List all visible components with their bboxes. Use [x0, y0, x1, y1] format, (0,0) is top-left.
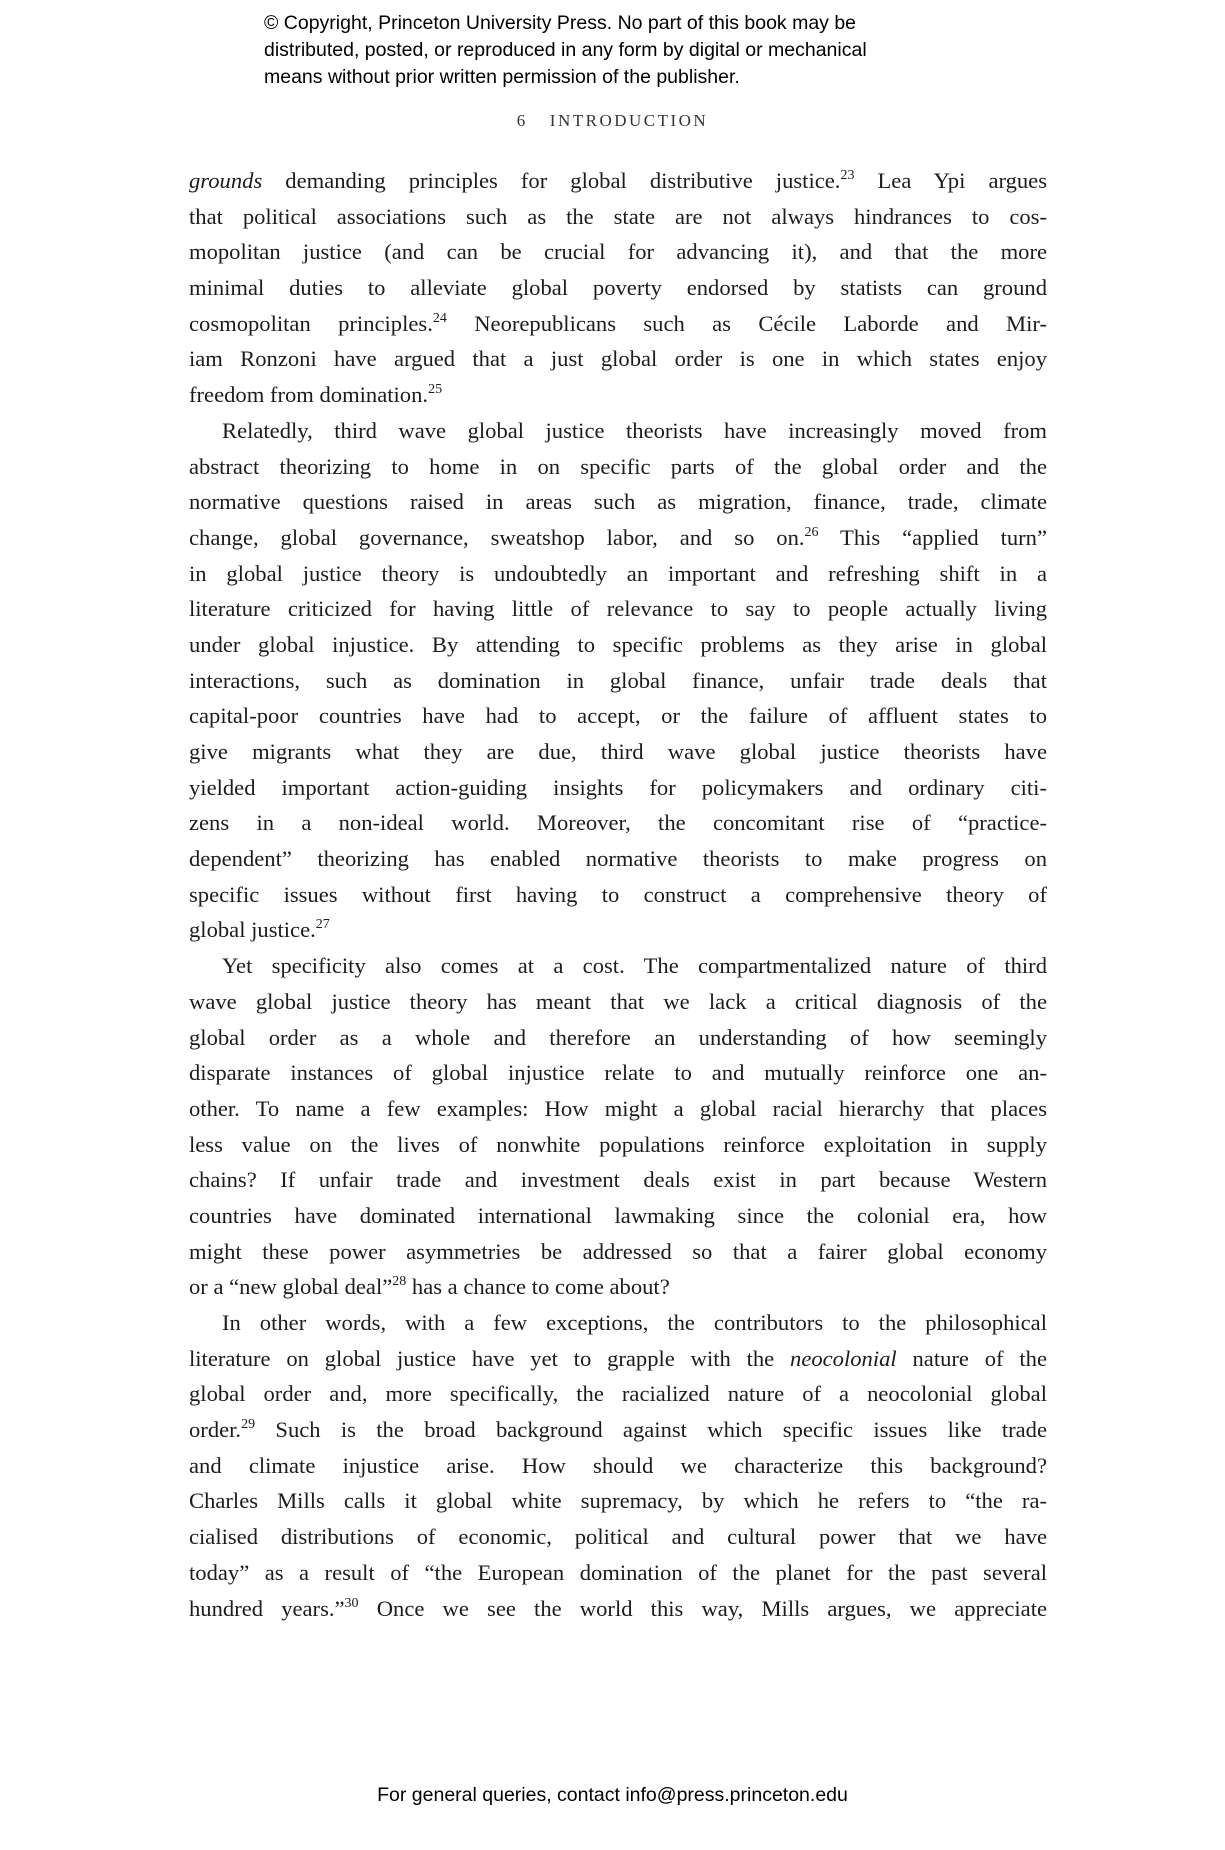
text-line [189, 163, 1047, 199]
text-segment: Such is the broad background against which specific issues like trade [255, 1417, 1047, 1443]
text-segment: literature on global justice have yet to grapple with the [189, 1345, 791, 1371]
text-segment: countries have dominated international lawmaking since the colonial era, how [189, 1202, 1047, 1228]
text-line [189, 449, 1047, 485]
text-line [189, 1519, 1047, 1555]
text-line [189, 734, 1047, 770]
text-line [189, 984, 1047, 1020]
text-line [189, 1412, 1047, 1448]
text-segment: might these power asymmetries be addressed so that a fairer global economy [189, 1238, 1047, 1264]
running-head [0, 111, 1225, 131]
text-segment: has a chance to come about? [406, 1274, 670, 1300]
text-line [189, 1055, 1047, 1091]
text-segment: and climate injustice arise. How should we characterize this background? [189, 1452, 1047, 1478]
copyright-line: means without prior written permission of the publisher. [264, 66, 740, 88]
footnote-ref: 30 [344, 1595, 359, 1611]
text-segment: disparate instances of global injustice relate to and mutually reinforce one an- [189, 1060, 1047, 1086]
footnote-ref: 28 [392, 1274, 407, 1290]
text-segment: zens in a non-ideal world. Moreover, the concomitant rise of “practice- [189, 810, 1047, 836]
text-line [189, 1483, 1047, 1519]
text-segment: interactions, such as domination in global finance, unfair trade deals that [189, 667, 1047, 693]
text-segment: chains? If unfair trade and investment deals exist in part because Western [189, 1167, 1047, 1193]
text-line [189, 805, 1047, 841]
text-line [189, 234, 1047, 270]
text-segment: capital-poor countries have had to accept, or the failure of affluent states to [189, 703, 1047, 729]
text-segment: minimal duties to alleviate global poverty endorsed by statists can ground [189, 275, 1047, 301]
text-line [189, 306, 1047, 342]
text-line [189, 413, 1047, 449]
text-segment: This “applied turn” [818, 524, 1047, 550]
text-segment: Once we see the world this way, Mills argues, we appreciate [358, 1595, 1048, 1621]
text-line [189, 341, 1047, 377]
text-line [189, 520, 1047, 556]
text-segment: demanding principles for global distributive justice. [262, 168, 841, 193]
text-segment: dependent” theorizing has enabled normative theorists to make progress on [189, 846, 1047, 872]
text-segment: cialised distributions of economic, political and cultural power that we have [189, 1524, 1047, 1550]
text-line [189, 591, 1047, 627]
footnote-ref: 29 [241, 1417, 256, 1433]
copyright-line: © Copyright, Princeton University Press. No part of this book may be [264, 12, 857, 34]
footnote-ref: 24 [432, 310, 447, 326]
text-line [189, 1020, 1047, 1056]
text-line [189, 1555, 1047, 1591]
text-segment: under global injustice. By attending to specific problems as they arise in global [189, 631, 1047, 657]
text-segment: iam Ronzoni have argued that a just global order is one in which states enjoy [189, 346, 1047, 372]
text-segment: literature criticized for having little of relevance to say to people actually living [189, 596, 1047, 622]
text-line [189, 948, 1047, 984]
text-line [189, 1162, 1047, 1198]
body-text [189, 163, 1047, 1626]
text-segment: nature of the [896, 1345, 1047, 1371]
text-line [189, 1269, 1047, 1305]
text-line [189, 1198, 1047, 1234]
text-line [189, 270, 1047, 306]
text-segment: cosmopolitan principles. [189, 310, 433, 336]
text-line [189, 1091, 1047, 1127]
footnote-ref: 27 [315, 917, 330, 933]
text-segment: today” as a result of “the European domination of the planet for the past several [189, 1559, 1047, 1585]
chapter-title: INTRODUCTION [549, 111, 709, 130]
italic-text: grounds [189, 168, 263, 193]
text-segment: global order and, more specifically, the racialized nature of a neocolonial global [189, 1381, 1047, 1407]
footnote-ref: 26 [804, 524, 819, 540]
text-line [189, 484, 1047, 520]
italic-text: neocolonial [790, 1345, 897, 1371]
text-line [189, 1448, 1047, 1484]
text-line [189, 698, 1047, 734]
text-line [189, 663, 1047, 699]
text-segment: Neorepublicans such as Cécile Laborde and Mir- [446, 310, 1048, 336]
text-segment: in global justice theory is undoubtedly an important and refreshing shift in a [189, 560, 1047, 586]
text-segment: yielded important action-guiding insights for policymakers and ordinary citi- [189, 774, 1047, 800]
footnote-ref: 23 [840, 168, 855, 183]
text-line [189, 877, 1047, 913]
text-segment: other. To name a few examples: How might a global racial hierarchy that places [189, 1095, 1047, 1121]
text-segment: change, global governance, sweatshop labor, and so on. [189, 524, 805, 550]
text-segment: order. [189, 1417, 242, 1443]
text-segment: give migrants what they are due, third wave global justice theorists have [189, 739, 1047, 764]
text-line [189, 1305, 1047, 1341]
text-segment: or a “new global deal” [189, 1274, 393, 1300]
text-segment: global justice. [189, 917, 316, 943]
text-line [189, 1591, 1047, 1627]
text-segment: Relatedly, third wave global justice theorists have increasingly moved from [222, 417, 1047, 443]
text-segment: normative questions raised in areas such as migration, finance, trade, climate [189, 489, 1047, 515]
text-segment: freedom from domination. [189, 382, 429, 408]
text-line [189, 841, 1047, 877]
text-segment: that political associations such as the state are not always hindrances to cos- [189, 203, 1047, 229]
text-line [189, 199, 1047, 235]
text-line [189, 627, 1047, 663]
text-line [189, 377, 1047, 413]
text-segment: mopolitan justice (and can be crucial for advancing it), and that the more [189, 239, 1047, 265]
text-segment: hundred years.” [189, 1595, 345, 1621]
text-segment: Lea Ypi argues [854, 168, 1048, 193]
text-line [189, 1127, 1047, 1163]
text-segment: abstract theorizing to home in on specific parts of the global order and the [189, 453, 1047, 479]
text-segment: global order as a whole and therefore an understanding of how seemingly [189, 1024, 1047, 1050]
footnote-ref: 25 [428, 382, 443, 398]
text-segment: Charles Mills calls it global white supremacy, by which he refers to “the ra- [189, 1488, 1047, 1514]
text-line [189, 912, 1047, 948]
text-line [189, 770, 1047, 806]
text-segment: wave global justice theory has meant that we lack a critical diagnosis of the [189, 988, 1047, 1014]
text-line [189, 1341, 1047, 1377]
text-segment: specific issues without first having to construct a comprehensive theory of [189, 881, 1047, 907]
text-segment: In other words, with a few exceptions, the contributors to the philosophical [222, 1310, 1047, 1335]
page-number: 6 [516, 111, 528, 130]
text-segment: less value on the lives of nonwhite populations reinforce exploitation in supply [189, 1131, 1047, 1157]
copyright-line: distributed, posted, or reproduced in any form by digital or mechanical [264, 39, 867, 61]
text-segment: Yet specificity also comes at a cost. The compartmentalized nature of third [222, 953, 1047, 979]
text-line [189, 556, 1047, 592]
footer-contact: For general queries, contact info@press.princeton.edu [377, 1784, 848, 1806]
copyright-notice [264, 10, 867, 91]
text-line [189, 1376, 1047, 1412]
text-line [189, 1234, 1047, 1270]
